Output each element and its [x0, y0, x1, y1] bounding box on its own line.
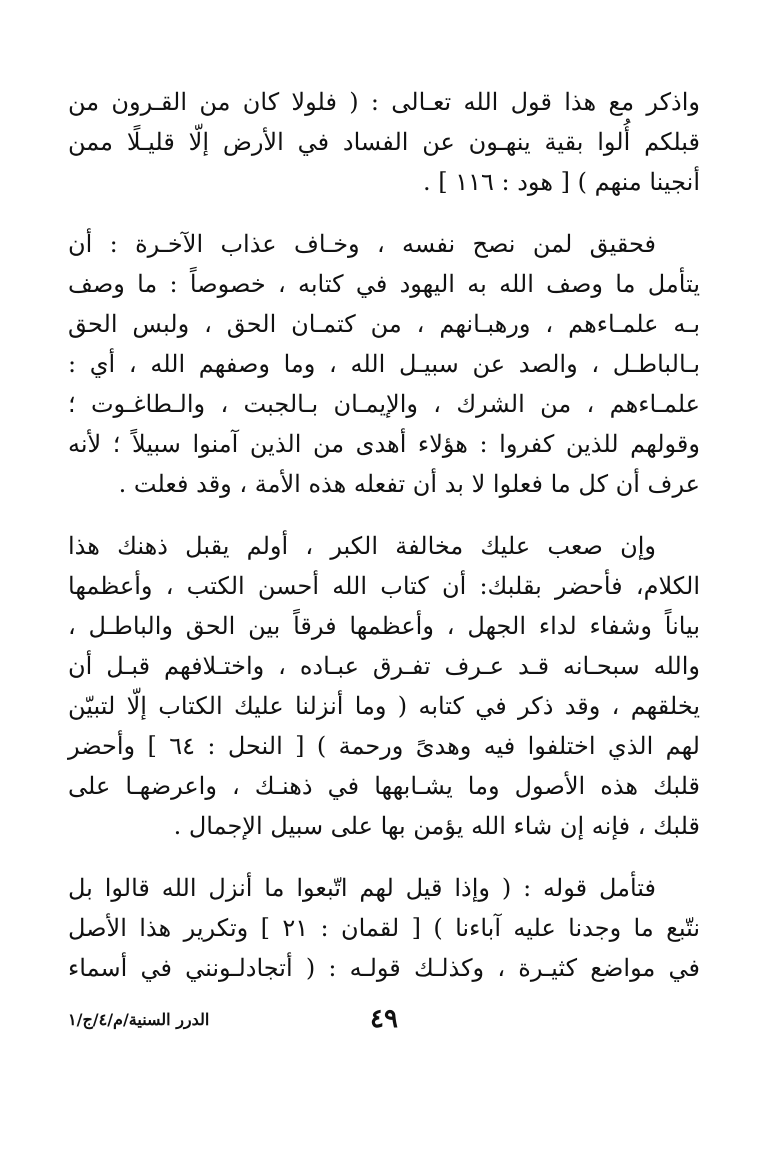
text-line: فحقيق لمن نصح نفسه ، وخـاف عذاب الآخـرة : أن [68, 230, 656, 258]
text-line: والله سبحـانه قـد عـرف تفـرق عبـاده ، واختـلافهم قبـل أن [68, 652, 700, 680]
text-line: قلبك هذه الأصول وما يشـابهها في ذهنـك ، واعرضهـا على [68, 772, 700, 800]
text-line: عرف أن كل ما فعلوا لا بد أن تفعله هذه الأمة ، وقد فعلت . [118, 470, 700, 498]
text-line: في مواضع كثيـرة ، وكذلـك قولـه : ( أتجادلـونني في أسماء [68, 954, 700, 982]
source-reference: الدرر السنية/م/٤/ج/١ [68, 1010, 210, 1029]
text-line: بـه علمـاءهم ، ورهبـانهم ، من كتمـان الحق ، ولبس الحق [68, 310, 700, 338]
text-line: قلبك ، فإنه إن شاء الله يؤمن بها على سبيل الإجمال . [173, 812, 700, 840]
text-line: يخلقهم ، وقد ذكر في كتابه ( وما أنزلنا عليك الكتاب إلّا لتبيّن [68, 692, 700, 720]
text-line: قبلكم أُلوا بقية ينهـون عن الفساد في الأرض إلّا قليـلًا ممن [68, 128, 700, 156]
page-body [68, 82, 700, 1010]
text-line: بـالباطـل ، والصد عن سبيـل الله ، وما وصفهم الله ، أي : [68, 350, 700, 378]
text-line: يتأمل ما وصف الله به اليهود في كتابه ، خصوصاً : ما وصف [68, 270, 700, 298]
text-line: علمـاءهم ، من الشرك ، والإيمـان بـالجبت ، والـطاغـوت ؛ [68, 390, 700, 418]
text-line: وإن صعب عليك مخالفة الكبر ، أولم يقبل ذهنك هذا [68, 532, 656, 560]
text-line: بياناً وشفاء لداء الجهل ، وأعظمها فرقاً بين الحق والباطـل ، [68, 612, 700, 640]
text-line: أنجينا منهم ) [ هود : ١١٦ ] . [422, 168, 700, 196]
paragraph-2 [68, 224, 700, 504]
page-footer [68, 1004, 700, 1044]
page-number: ٤٩ [370, 1004, 398, 1034]
paragraph-3 [68, 526, 700, 846]
paragraph-1 [68, 82, 700, 202]
text-line: فتأمل قوله : ( وإذا قيل لهم اتّبعوا ما أنزل الله قالوا بل [68, 874, 656, 902]
text-line: لهم الذي اختلفوا فيه وهدىً ورحمة ) [ النحل : ٦٤ ] وأحضر [68, 732, 700, 760]
text-line: الكلام، فأحضر بقلبك: أن كتاب الله أحسن الكتب ، وأعظمها [68, 572, 700, 600]
text-line: نتّبع ما وجدنا عليه آباءنا ) [ لقمان : ٢١ ] وتكرير هذا الأصل [68, 914, 701, 942]
text-line: واذكر مع هذا قول الله تعـالى : ( فلولا كان من القـرون من [68, 88, 700, 116]
paragraph-4 [68, 868, 700, 988]
text-line: وقولهم للذين كفروا : هؤلاء أهدى من الذين آمنوا سبيلاً ؛ لأنه [68, 430, 700, 458]
